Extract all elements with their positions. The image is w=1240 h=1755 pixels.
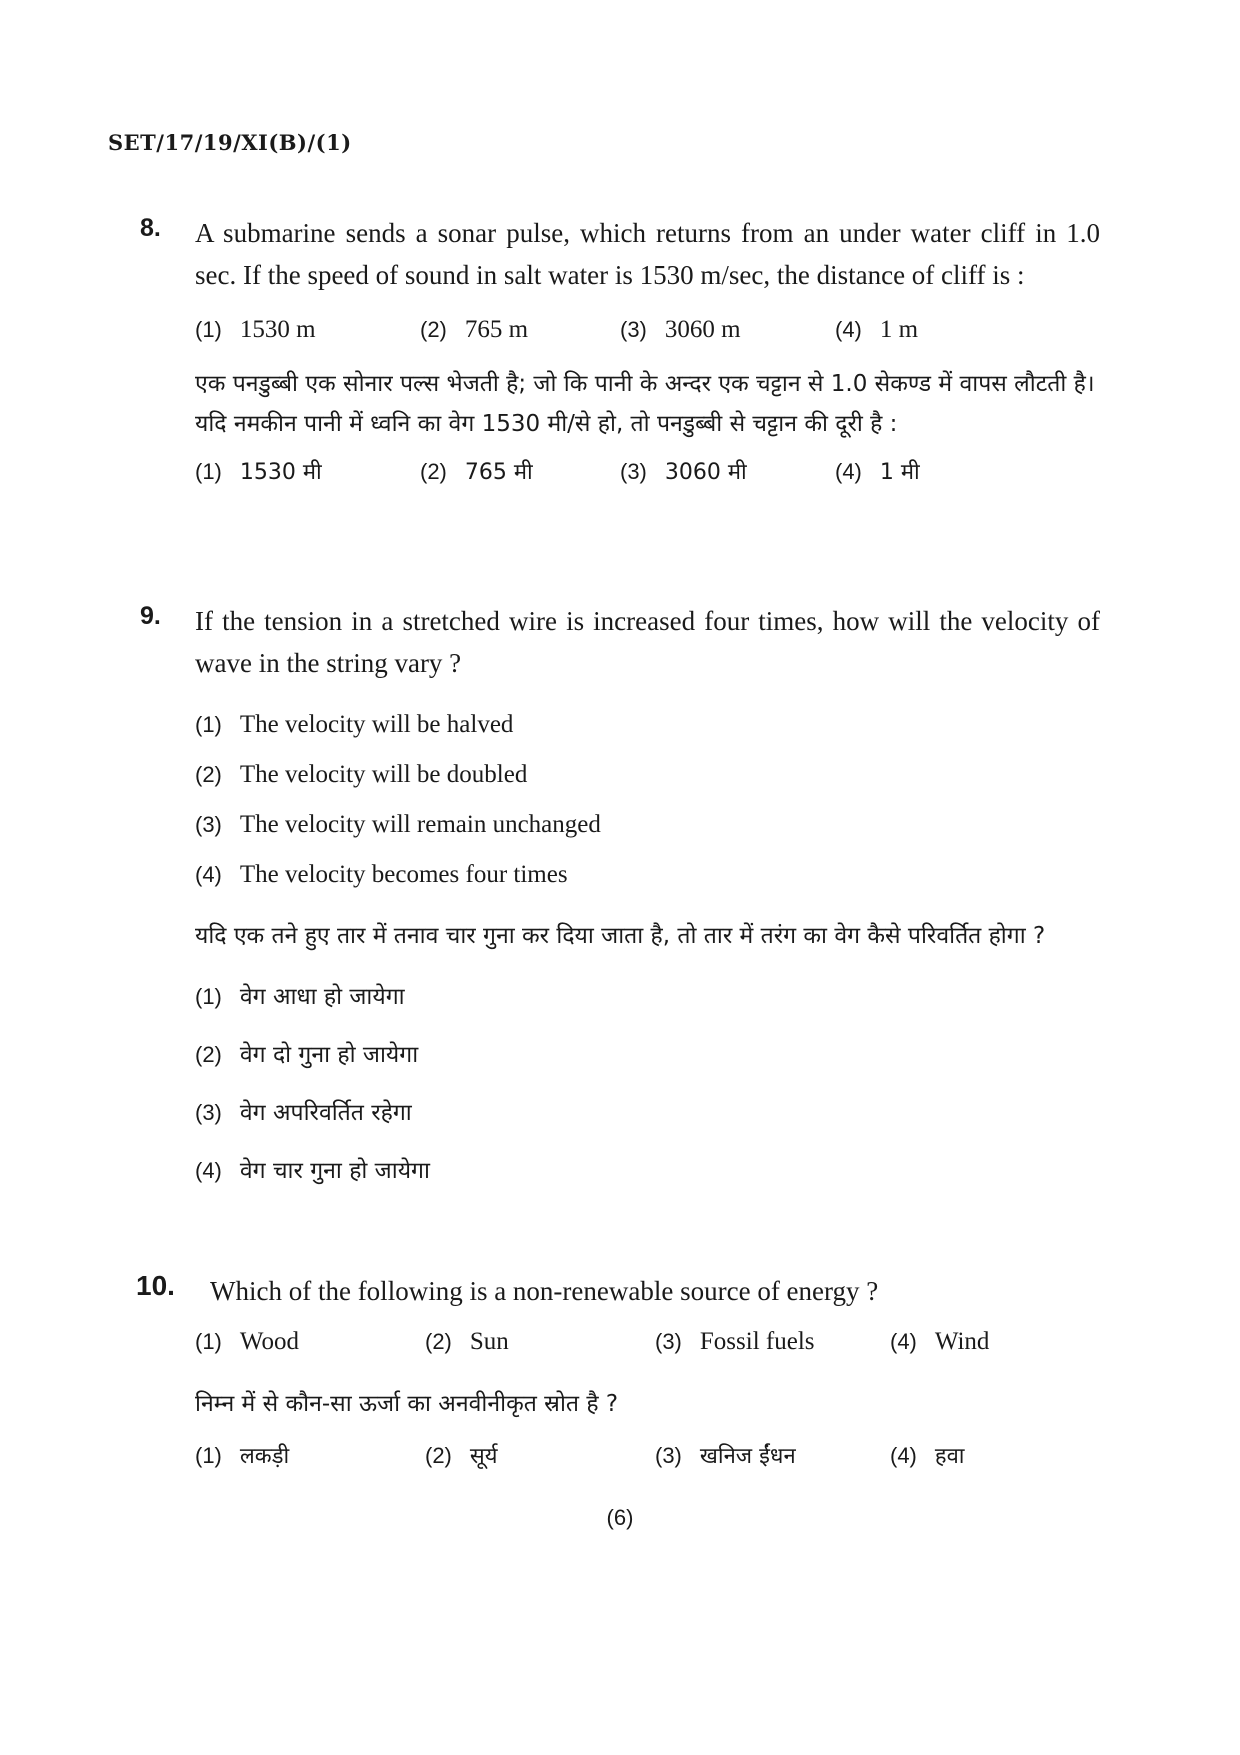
option-4: (4) 1 m <box>835 316 919 343</box>
option-1-hi: (1) 1530 मी <box>195 459 322 485</box>
options-en <box>195 700 1100 900</box>
paper-code: SET/17/19/XI(B)/(1) <box>108 130 352 155</box>
options-hi <box>195 968 1100 1200</box>
page-number: (6) <box>606 1505 634 1530</box>
options-en <box>195 1322 1100 1366</box>
option-2-hi: (2) वेग दो गुना हो जायेगा <box>195 1042 419 1068</box>
option-1-hi: (1) वेग आधा हो जायेगा <box>195 984 405 1010</box>
question-number: 10. <box>136 1270 175 1301</box>
option-3: (3) Fossil fuels <box>655 1328 815 1355</box>
question-number: 9. <box>140 602 161 630</box>
question-text-en: A submarine sends a sonar pulse, which returns from an under water cliff in 1.0 sec. If the speed of sound in salt water is 1530 m/sec, the distance of cliff is : <box>195 218 1100 290</box>
question-text-hi: निम्न में से कौन-सा ऊर्जा का अनवीनीकृत स्रोत है ? <box>195 1391 619 1417</box>
option-1: (1) 1530 m <box>195 316 316 343</box>
option-3: (3) The velocity will remain unchanged <box>195 811 601 838</box>
options-hi <box>195 1434 1100 1478</box>
option-2: (2) Sun <box>425 1328 509 1355</box>
question-number: 8. <box>140 214 161 242</box>
option-3-hi: (3) खनिज ईंधन <box>655 1443 796 1469</box>
options-en <box>195 310 1100 354</box>
question-text-hi: एक पनडुब्बी एक सोनार पल्स भेजती है; जो कि पानी के अन्दर एक चट्टान से 1.0 सेकण्ड में वापस लौटती है। यदि नमकीन पानी में ध्वनि का वेग 1530 मी/से हो, तो पनडुब्बी से चट्टान की दूरी है : <box>195 371 1095 437</box>
option-3-hi: (3) वेग अपरिवर्तित रहेगा <box>195 1100 412 1126</box>
option-3-hi: (3) 3060 मी <box>620 459 747 485</box>
option-4-hi: (4) वेग चार गुना हो जायेगा <box>195 1158 430 1184</box>
question-text-en: Which of the following is a non-renewable source of energy ? <box>210 1276 879 1306</box>
option-1: (1) The velocity will be halved <box>195 711 514 738</box>
option-3: (3) 3060 m <box>620 316 741 343</box>
option-4: (4) Wind <box>890 1328 990 1355</box>
question-10 <box>136 1270 1100 1478</box>
option-4-hi: (4) 1 मी <box>835 459 920 485</box>
option-2-hi: (2) 765 मी <box>420 459 533 485</box>
question-text-en: If the tension in a stretched wire is increased four times, how will the velocity of wave in the string vary ? <box>195 606 1100 678</box>
option-2-hi: (2) सूर्य <box>425 1443 498 1469</box>
option-4-hi: (4) हवा <box>890 1443 965 1469</box>
option-2: (2) 765 m <box>420 316 529 343</box>
option-1: (1) Wood <box>195 1328 299 1355</box>
option-4: (4) The velocity becomes four times <box>195 861 568 888</box>
option-1-hi: (1) लकड़ी <box>195 1443 290 1469</box>
option-2: (2) The velocity will be doubled <box>195 761 528 788</box>
question-text-hi: यदि एक तने हुए तार में तनाव चार गुना कर दिया जाता है, तो तार में तरंग का वेग कैसे परिवर्तित होगा ? <box>195 923 1046 949</box>
options-hi <box>195 450 1100 494</box>
question-9 <box>140 600 1100 1200</box>
question-8 <box>140 212 1100 494</box>
